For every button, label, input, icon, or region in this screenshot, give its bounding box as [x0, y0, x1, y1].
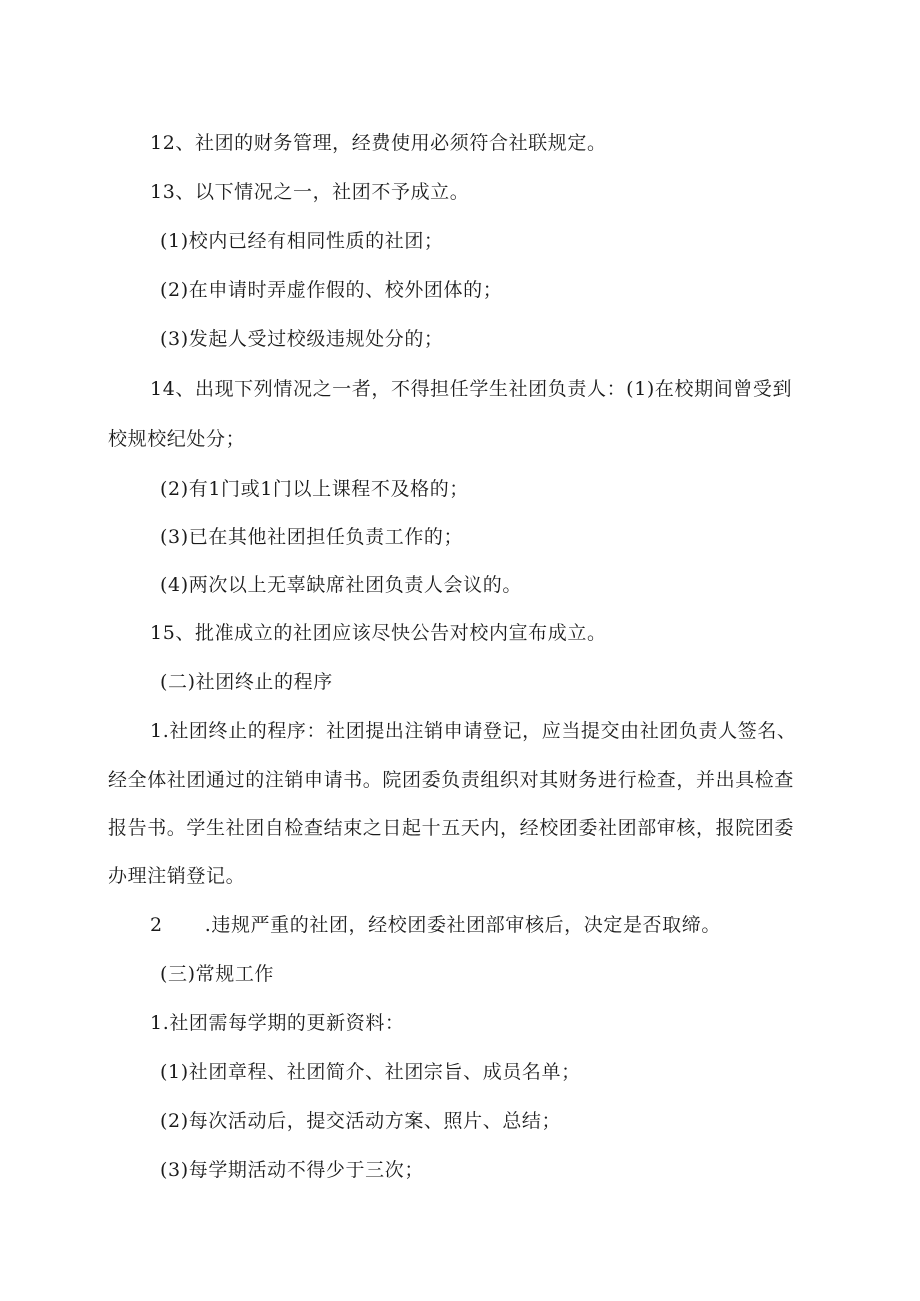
- termination-item-2-number: 2: [150, 914, 163, 936]
- item-14-sub-2: (2)有1门或1门以上课程不及格的；: [160, 478, 469, 500]
- item-14-line-2: 校规校纪处分；: [108, 428, 246, 450]
- item-13: 13、以下情况之一，社团不予成立。: [150, 181, 470, 203]
- item-14-line-1: 14、出现下列情况之一者，不得担任学生社团负责人：(1)在校期间曾受到: [150, 378, 793, 400]
- termination-para-line-2: 经全体社团通过的注销申请书。院团委负责组织对其财务进行检查，并出具检查: [108, 769, 795, 791]
- item-13-sub-2: (2)在申请时弄虚作假的、校外团体的；: [160, 279, 503, 301]
- item-15: 15、批准成立的社团应该尽快公告对校内宣布成立。: [150, 622, 607, 644]
- item-12: 12、社团的财务管理，经费使用必须符合社联规定。: [150, 132, 607, 154]
- routine-sub-2: (2)每次活动后，提交活动方案、照片、总结；: [160, 1110, 562, 1132]
- termination-para-line-3: 报告书。学生社团自检查结束之日起十五天内，经校团委社团部审核，报院团委: [108, 817, 795, 839]
- termination-para-line-4: 办理注销登记。: [108, 865, 246, 887]
- termination-para-line-1: 1.社团终止的程序：社团提出注销申请登记，应当提交由社团负责人签名、: [150, 720, 797, 742]
- routine-sub-3: (3)每学期活动不得少于三次；: [160, 1159, 424, 1181]
- item-14-sub-4: (4)两次以上无辜缺席社团负责人会议的。: [160, 574, 522, 596]
- item-13-sub-1: (1)校内已经有相同性质的社团；: [160, 230, 444, 252]
- item-14-sub-3: (3)已在其他社团担任负责工作的；: [160, 526, 464, 548]
- termination-item-2-text: .违规严重的社团，经校团委社团部审核后，决定是否取缔。: [204, 914, 721, 936]
- termination-item-2: [150, 913, 721, 937]
- routine-sub-1: (1)社团章程、社团简介、社团宗旨、成员名单；: [160, 1061, 581, 1083]
- section-heading-3: (三)常规工作: [160, 963, 275, 985]
- routine-item-1: 1.社团需每学期的更新资料：: [150, 1012, 405, 1034]
- item-13-sub-3: (3)发起人受过校级违规处分的；: [160, 328, 444, 350]
- section-heading-2: (二)社团终止的程序: [160, 671, 333, 693]
